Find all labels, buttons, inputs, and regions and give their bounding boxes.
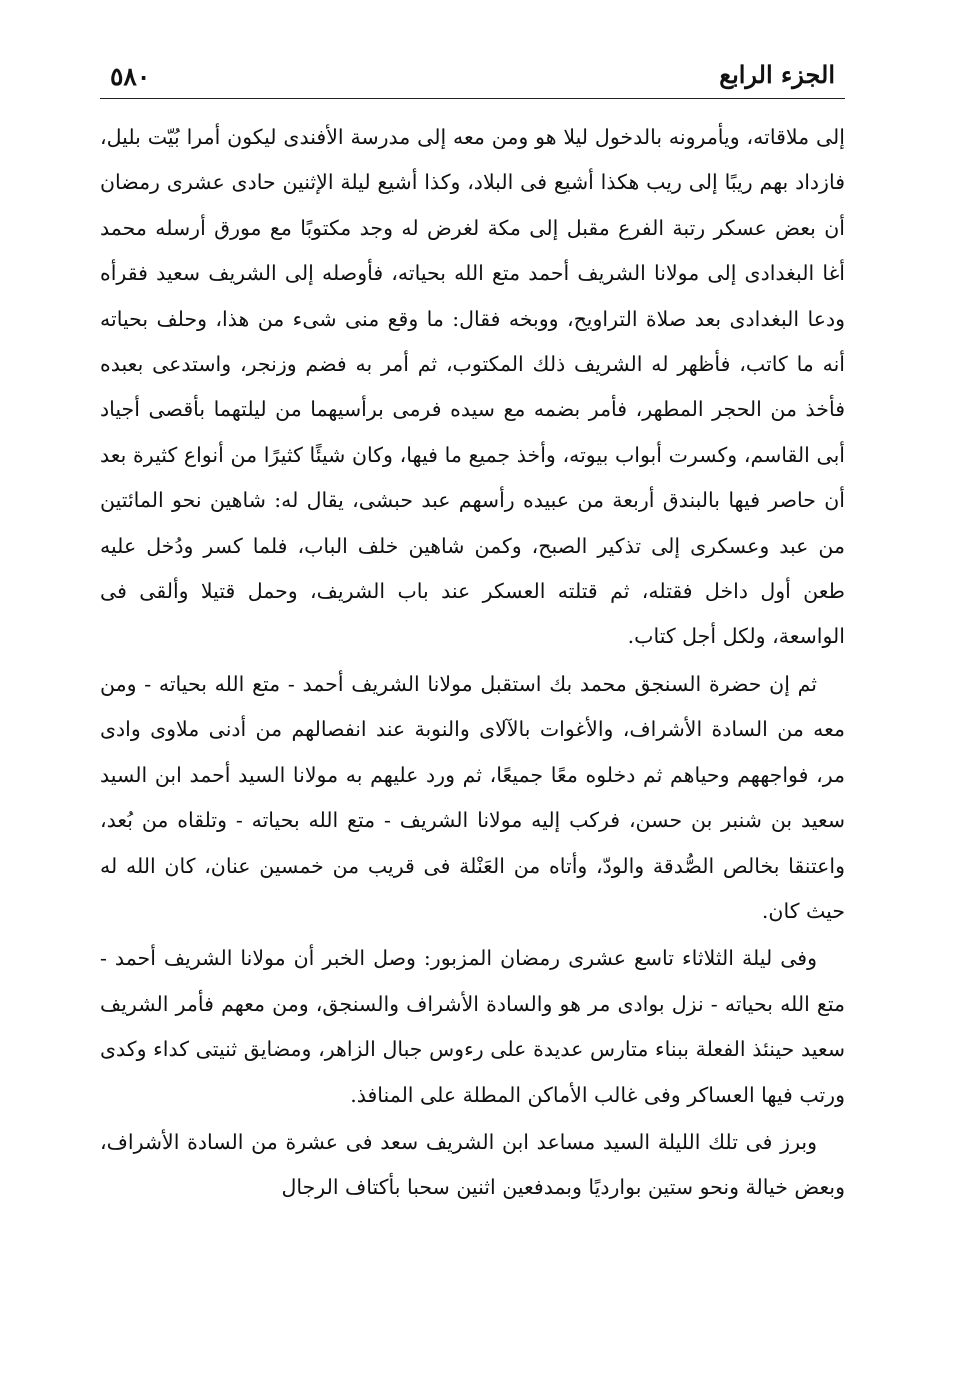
paragraph: وفى ليلة الثلاثاء تاسع عشرى رمضان المزبور: وصل الخبر أن مولانا الشريف أحمد - متع الله بحياته - نزل بوادى مر هو والسادة الأشراف والسنجق، ومن معهم فأمر الشريف سعيد حينئذ الفعلة ببناء متارس عديدة على رءوس جبال الزاهر، ومضايق ثنيتى كداء وكدى ورتب فيها العساكر وفى غالب الأماكن المطلة على المنافذ. (100, 946, 845, 1107)
paragraph: وبرز فى تلك الليلة السيد مساعد ابن الشريف سعد فى عشرة من السادة الأشراف، وبعض خيالة ونحو ستين بواردیًا وبمدفعين اثنين سحبا بأكتاف الرجال (100, 1129, 845, 1200)
paragraph: إلى ملاقاته، ويأمرونه بالدخول ليلا هو ومن معه إلى مدرسة الأفندى ليكون أمرا بُيّت بليل، فازداد بهم ريبًا إلى ريب هكذا أشيع فى البلاد، وكذا أشيع ليلة الإثنين حادى عشرى رمضان أن بعض عسكر رتبة الفرع مقبل إلى مكة لغرض له وجد مكتوبًا مع مورق أرسله محمد أغا البغدادى إلى مولانا الشريف أحمد متع الله بحياته، فأوصله إلى الشريف سعيد فقرأه ودعا البغدادى بعد صلاة التراويح، ووبخه فقال: ما وقع منى شىء من هذا، وحلف بحياته أنه ما كاتب، فأظهر له الشريف ذلك المكتوب، ثم أمر به فضم وزنجر، واستدعى بعبده فأخذ من الحجر المطهر، فأمر بضمه مع سيده فرمى برأسيهما من ليلتهما بأقصى أجياد أبى القاسم، وكسرت أبواب بيوته، وأخذ جميع ما فيها، وكان شيئًا كثيرًا من أنواع كثيرة بعد أن حاصر فيها بالبندق أربعة من عبيده رأسهم عبد حبشى، يقال له: شاهين نحو المائتين من عبد وعسكرى إلى تذكير الصبح، وكمن شاهين خلف الباب، فلما كسر ودُخل عليه طعن أول داخل فقتله، ثم قتلته العسكر عند باب الشريف، وحمل قتيلا وألقى فى الواسعة، ولكل أجل كتاب. (100, 125, 846, 649)
chapter-title: الجزء الرابع (719, 60, 835, 89)
body-text (100, 115, 845, 1211)
paragraph: ثم إن حضرة السنجق محمد بك استقبل مولانا الشريف أحمد - متع الله بحياته - ومن معه من السادة الأشراف، والأغوات بالآلاى والنوبة عند انفصالهم من أدنى ملاوى وادى مر، فواجههم وحياهم ثم دخلوه معًا جميعًا، ثم ورد عليهم به مولانا السيد أحمد ابن السيد سعيد بن شنبر بن حسن، فركب إليه مولانا الشريف - متع الله بحياته - وتلقاه من بُعد، واعتنقا بخالص الصُّدقة والودّ، وأتاه من العَنْلة فى قريب من خمسين عنان، كان الله له حيث كان. (100, 671, 845, 923)
page-number: ٥٨٠ (110, 62, 151, 91)
running-header (100, 50, 845, 99)
book-page (100, 50, 845, 1211)
